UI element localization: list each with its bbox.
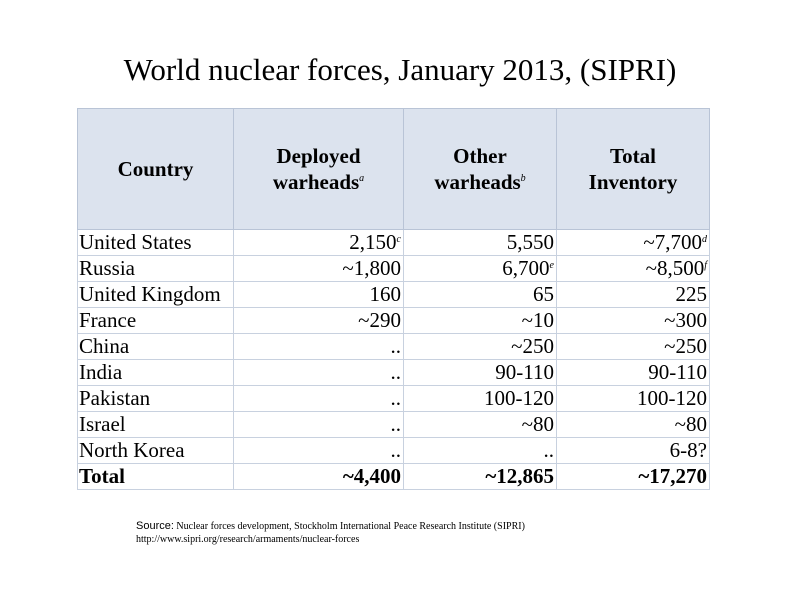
header-other-warheads xyxy=(404,109,557,230)
deployed-cell xyxy=(234,438,404,464)
country-name: Russia xyxy=(79,256,136,280)
deployed-cell xyxy=(234,308,404,334)
table-row xyxy=(78,256,710,282)
total-other-cell-value: ~12,865 xyxy=(485,464,554,488)
total-row xyxy=(78,464,710,490)
total-cell xyxy=(557,438,710,464)
other-cell-value: ~10 xyxy=(521,308,554,332)
source-url: http://www.sipri.org/research/armaments/nuclear-forces xyxy=(136,534,360,545)
total-cell-value: ~250 xyxy=(664,334,707,358)
source-note xyxy=(136,520,525,546)
other-cell-value: 90-110 xyxy=(495,360,554,384)
header-other-footnote: b xyxy=(520,173,526,184)
country-name: United States xyxy=(79,230,192,254)
total-cell-value: 90-110 xyxy=(648,360,707,384)
total-label-cell xyxy=(78,464,234,490)
other-cell xyxy=(404,334,557,360)
country-name: United Kingdom xyxy=(79,282,221,306)
total-cell-value: ~80 xyxy=(674,412,707,436)
source-line xyxy=(136,520,525,533)
deployed-cell xyxy=(234,256,404,282)
table-body xyxy=(78,230,710,490)
table-row xyxy=(78,360,710,386)
total-cell xyxy=(557,308,710,334)
deployed-cell xyxy=(234,282,404,308)
table-row xyxy=(78,412,710,438)
total-cell xyxy=(557,282,710,308)
country-cell xyxy=(78,230,234,256)
total-label: Total xyxy=(79,464,125,488)
other-cell xyxy=(404,360,557,386)
country-cell xyxy=(78,386,234,412)
country-name: Pakistan xyxy=(79,386,151,410)
other-cell-value: 65 xyxy=(533,282,554,306)
country-cell xyxy=(78,360,234,386)
deployed-cell-value: 160 xyxy=(369,282,401,306)
deployed-cell xyxy=(234,360,404,386)
table-row xyxy=(78,386,710,412)
other-cell-value: 5,550 xyxy=(506,230,554,254)
header-other-line2: warheads xyxy=(434,170,521,194)
country-cell xyxy=(78,334,234,360)
header-other-line1: Other xyxy=(453,144,507,168)
other-cell xyxy=(404,230,557,256)
other-cell xyxy=(404,256,557,282)
deployed-cell xyxy=(234,412,404,438)
total-other-cell xyxy=(404,464,557,490)
source-text: Nuclear forces development, Stockholm International Peace Research Institute (SIPRI) xyxy=(176,521,525,532)
header-deployed-footnote: a xyxy=(359,173,365,184)
deployed-cell xyxy=(234,230,404,256)
deployed-cell-value: .. xyxy=(390,438,401,462)
header-total-line1: Total xyxy=(610,144,656,168)
country-cell xyxy=(78,282,234,308)
total-cell-footnote: d xyxy=(702,234,707,245)
total-cell-value: 225 xyxy=(675,282,707,306)
total-cell xyxy=(557,230,710,256)
source-label: Source: xyxy=(136,520,174,532)
page-title: World nuclear forces, January 2013, (SIPRI) xyxy=(123,52,677,87)
total-cell xyxy=(557,360,710,386)
country-cell xyxy=(78,412,234,438)
deployed-cell-value: ~1,800 xyxy=(342,256,401,280)
other-cell-value: ~250 xyxy=(511,334,554,358)
header-total-inventory xyxy=(557,109,710,230)
total-inventory-cell xyxy=(557,464,710,490)
other-cell-value: .. xyxy=(543,438,554,462)
deployed-cell-value: .. xyxy=(390,412,401,436)
other-cell-value: ~80 xyxy=(521,412,554,436)
country-name: India xyxy=(79,360,123,384)
other-cell-value: 6,700 xyxy=(502,256,550,280)
table-row xyxy=(78,308,710,334)
other-cell xyxy=(404,308,557,334)
header-country-label: Country xyxy=(117,157,194,181)
deployed-cell-footnote: c xyxy=(396,234,401,245)
table-row xyxy=(78,230,710,256)
total-cell xyxy=(557,334,710,360)
deployed-cell-value: .. xyxy=(390,334,401,358)
country-name: Israel xyxy=(79,412,126,436)
header-total-line2: Inventory xyxy=(588,170,678,194)
total-deployed-cell-value: ~4,400 xyxy=(342,464,401,488)
country-name: China xyxy=(79,334,130,358)
total-inventory-cell-value: ~17,270 xyxy=(638,464,707,488)
total-cell-value: ~7,700 xyxy=(643,230,702,254)
header-deployed-warheads xyxy=(234,109,404,230)
deployed-cell xyxy=(234,334,404,360)
nuclear-forces-table xyxy=(77,108,710,490)
country-cell xyxy=(78,308,234,334)
total-cell-value: ~8,500 xyxy=(645,256,705,280)
country-cell xyxy=(78,256,234,282)
country-cell xyxy=(78,438,234,464)
total-cell xyxy=(557,412,710,438)
table-row xyxy=(78,334,710,360)
country-name: France xyxy=(79,308,137,332)
total-deployed-cell xyxy=(234,464,404,490)
other-cell xyxy=(404,386,557,412)
deployed-cell-value: 2,150 xyxy=(349,230,397,254)
other-cell xyxy=(404,412,557,438)
deployed-cell-value: ~290 xyxy=(358,308,401,332)
header-country xyxy=(78,109,234,230)
deployed-cell-value: .. xyxy=(390,386,401,410)
total-cell xyxy=(557,256,710,282)
header-deployed-line1: Deployed xyxy=(276,144,361,168)
table-row xyxy=(78,282,710,308)
other-cell xyxy=(404,282,557,308)
deployed-cell-value: .. xyxy=(390,360,401,384)
other-cell-footnote: e xyxy=(549,260,554,271)
total-cell-value: 6-8? xyxy=(669,438,707,462)
total-cell-value: ~300 xyxy=(664,308,707,332)
total-cell-footnote: f xyxy=(704,260,707,271)
table-row xyxy=(78,438,710,464)
other-cell xyxy=(404,438,557,464)
deployed-cell xyxy=(234,386,404,412)
country-name: North Korea xyxy=(79,438,185,462)
total-cell xyxy=(557,386,710,412)
other-cell-value: 100-120 xyxy=(484,386,554,410)
table-header-row xyxy=(78,109,710,230)
total-cell-value: 100-120 xyxy=(637,386,707,410)
header-deployed-line2: warheads xyxy=(272,170,360,194)
